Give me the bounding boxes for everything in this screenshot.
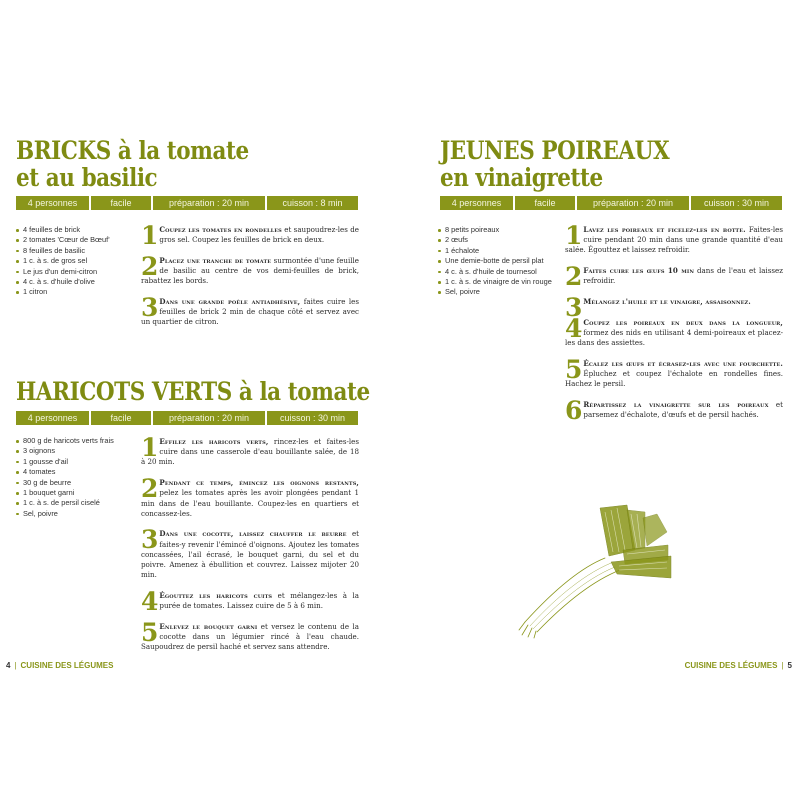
prep-time: préparation : 20 min <box>577 196 689 210</box>
difficulty: facile <box>91 196 151 210</box>
difficulty: facile <box>515 196 575 210</box>
step-text: faites cuire les feuilles de brick 2 min de chaque côté et servez avec un quartier de citron. <box>141 297 359 327</box>
step-number: 5 <box>141 617 159 647</box>
section-title: CUISINE DES LÉGUMES <box>684 661 778 670</box>
step-text: Faites-les cuire pendant 20 min dans une grande quantité d'eau salée. Égouttez et laissez refroidir. <box>565 225 784 255</box>
step-number: 4 <box>565 313 583 343</box>
ingredient: 4 c. à s. d'huile de tournesol <box>438 267 560 277</box>
step-number: 3 <box>141 293 159 323</box>
ingredients-haricots <box>16 436 138 519</box>
section-title: CUISINE DES LÉGUMES <box>20 661 114 670</box>
ingredient: Sel, poivre <box>16 509 138 519</box>
step-number: 1 <box>141 433 159 462</box>
step-lead: Faites cuire les œufs 10 min <box>583 266 695 276</box>
step <box>141 251 360 287</box>
ingredient: 8 feuilles de basilic <box>16 246 136 256</box>
ingredient: 1 échalote <box>438 246 560 256</box>
step-lead: Pendant ce temps, émincez les oignons restants, <box>159 478 359 488</box>
leek-illustration <box>505 490 680 640</box>
step <box>565 354 783 390</box>
step-number: 3 <box>565 293 583 323</box>
ingredient: 1 bouquet garni <box>16 488 138 498</box>
servings: 4 personnes <box>16 196 89 210</box>
prep-time: préparation : 20 min <box>153 196 265 210</box>
step-text: Épluchez et coupez l'échalote en rondelles fines. Hachez le persil. <box>565 369 783 389</box>
step-text: et faites-y revenir l'émincé d'oignons. Ajoutez les tomates concassées, l'ail écrasé, le bouquet garni, du sel et du poivre. Amenez à ébullition et couvrez. Laissez mijoter 20 min. <box>141 529 360 580</box>
footer-left <box>6 661 113 670</box>
ingredient: 1 citron <box>16 287 136 297</box>
servings: 4 personnes <box>16 411 89 425</box>
step-number: 2 <box>141 251 159 281</box>
servings: 4 personnes <box>440 196 513 210</box>
step-lead: Répartissez la vinaigrette sur les poireaux <box>583 399 769 409</box>
cook-time: cuisson : 30 min <box>267 411 358 425</box>
step <box>141 221 359 250</box>
ingredient: 1 c. à s. de gros sel <box>16 256 136 266</box>
step-number: 5 <box>565 354 583 384</box>
step-lead: Dans une grande poêle antiadhésive, <box>159 297 301 307</box>
ingredient: Sel, poivre <box>438 287 560 297</box>
step-lead: Placez une tranche de tomate <box>159 255 272 265</box>
step <box>141 433 359 468</box>
cook-time: cuisson : 8 min <box>267 196 358 210</box>
steps-haricots <box>141 433 360 663</box>
step-text: et parsemez d'échalote, d'œufs et de persil hachés. <box>583 399 783 420</box>
step <box>565 262 783 292</box>
page-number: 5 <box>787 661 792 670</box>
step-lead: Enlevez le bouquet garni <box>159 621 258 631</box>
step-lead: Écalez les œufs et écrasez-les avec une fourchette. <box>583 358 783 368</box>
step-lead: Effilez les haricots verts, <box>159 437 269 446</box>
step-text: et versez le contenu de la cocotte dans un légumier rincé à l'eau chaude. Saupoudrez de persil haché et servez sans attendre. <box>141 621 360 652</box>
ingredients-bricks <box>16 225 136 298</box>
step <box>141 525 360 580</box>
step <box>565 221 784 256</box>
ingredient: 800 g de haricots verts frais <box>16 436 138 446</box>
step-text: pelez les tomates après les avoir plongées pendant 1 min dans de l'eau bouillante. Coupez-les en quartiers et concassez-les. <box>141 488 359 518</box>
ingredient: 4 feuilles de brick <box>16 225 136 235</box>
step <box>565 313 783 349</box>
recipe-title-poireaux: JEUNES POIREAUX en vinaigrette <box>440 136 670 192</box>
step-lead: Égouttez les haricots cuits <box>159 590 273 600</box>
info-bar-poireaux <box>440 196 782 210</box>
ingredient: 3 oignons <box>16 446 138 456</box>
ingredients-poireaux <box>438 225 560 298</box>
step-lead: Lavez les poireaux et ficelez-les en botte. <box>583 225 746 234</box>
step <box>565 395 783 425</box>
footer-right <box>685 661 792 670</box>
step-text: surmontée d'une feuille de basilic au centre de vos demi-feuilles de brick, rabattez les bords. <box>141 255 360 286</box>
step <box>141 474 359 519</box>
footer-separator: | <box>781 661 784 670</box>
ingredient: 1 c. à s. de persil ciselé <box>16 498 138 508</box>
ingredient: 1 gousse d'ail <box>16 457 138 467</box>
ingredient: 4 tomates <box>16 467 138 477</box>
step <box>141 586 359 616</box>
ingredient: 2 œufs <box>438 235 560 245</box>
ingredient: 1 c. à s. de vinaigre de vin rouge <box>438 277 560 287</box>
step-number: 2 <box>141 474 159 504</box>
step-number: 2 <box>565 262 583 292</box>
step <box>141 293 359 328</box>
page-number: 4 <box>6 661 11 670</box>
ingredient: 30 g de beurre <box>16 478 138 488</box>
steps-bricks <box>141 221 360 338</box>
prep-time: préparation : 20 min <box>153 411 265 425</box>
step-lead: Mélangez l'huile et le vinaigre, assaisonnez. <box>583 297 751 307</box>
step-text: et mélangez-les à la purée de tomates. Laissez cuire de 5 à 6 min. <box>159 590 359 611</box>
ingredient: 8 petits poireaux <box>438 225 560 235</box>
step-lead: Coupez les poireaux en deux dans la longueur, <box>583 317 783 327</box>
info-bar-haricots <box>16 411 358 425</box>
step-number: 1 <box>141 221 159 250</box>
step <box>141 617 360 653</box>
step-text: formez des nids en utilisant 4 demi-poireaux et placez-les dans des assiettes. <box>565 327 783 348</box>
steps-poireaux <box>565 221 784 431</box>
step-lead: Coupez les tomates en rondelles <box>159 225 282 234</box>
step-number: 3 <box>141 525 159 555</box>
ingredient: 4 c. à s. d'huile d'olive <box>16 277 136 287</box>
footer-separator: | <box>14 661 17 670</box>
info-bar-bricks <box>16 196 358 210</box>
ingredient: Le jus d'un demi-citron <box>16 267 136 277</box>
step-text: rincez-les et faites-les cuire dans une casserole d'eau bouillante salée, de 18 à 20 min. <box>141 437 359 467</box>
recipe-title-haricots: HARICOTS VERTS à la tomate <box>16 377 370 406</box>
step-text: et saupoudrez-les de gros sel. Coupez les feuilles de brick en deux. <box>159 225 359 245</box>
cook-time: cuisson : 30 min <box>691 196 782 210</box>
ingredient: Une demie-botte de persil plat <box>438 256 560 266</box>
step-number: 1 <box>565 221 583 250</box>
difficulty: facile <box>91 411 151 425</box>
step-text: dans de l'eau et laissez refroidir. <box>583 266 783 286</box>
step-number: 4 <box>141 586 159 616</box>
recipe-title-bricks: BRICKS à la tomate et au basilic <box>16 136 249 192</box>
step-number: 6 <box>565 395 583 425</box>
step-lead: Dans une cocotte, laissez chauffer le beurre <box>159 529 347 539</box>
ingredient: 2 tomates 'Cœur de Bœuf' <box>16 235 136 245</box>
